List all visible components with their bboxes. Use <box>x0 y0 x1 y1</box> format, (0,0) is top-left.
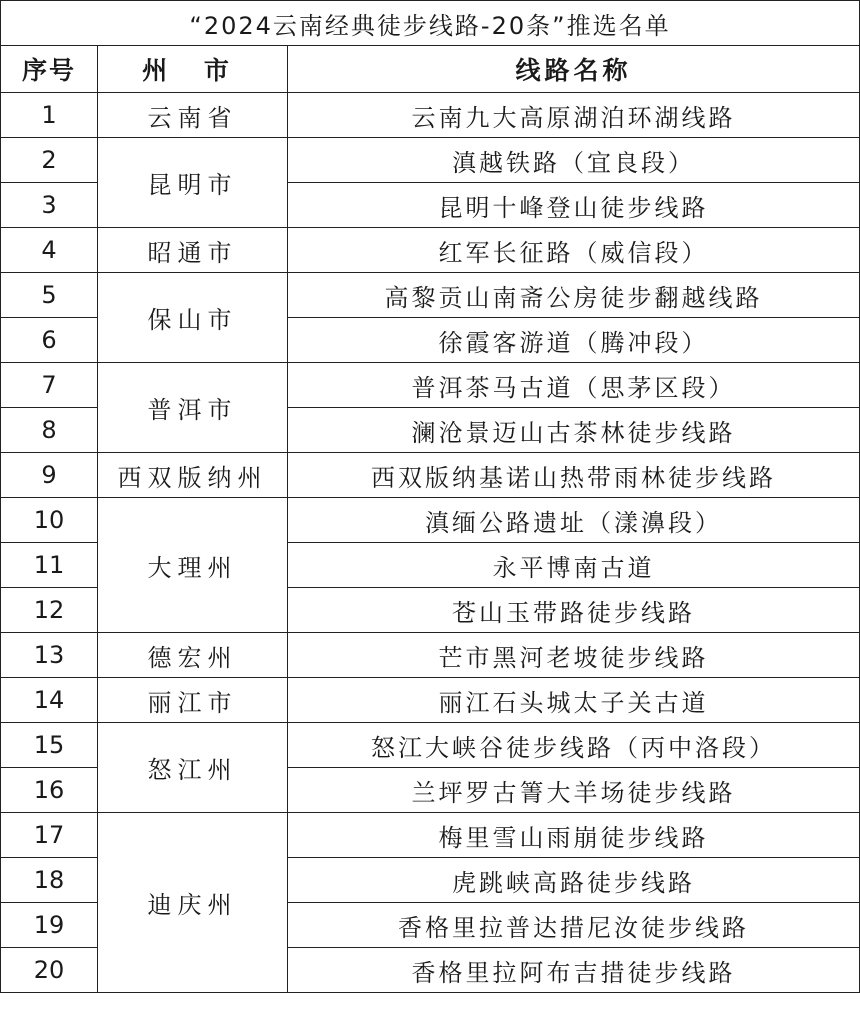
table-row <box>1 273 860 318</box>
row-number: 6 <box>1 318 98 363</box>
route-name-cell: 芒市黑河老坡徒步线路 <box>288 633 860 678</box>
table-row <box>1 633 860 678</box>
row-number: 7 <box>1 363 98 408</box>
row-number: 13 <box>1 633 98 678</box>
route-name-cell: 梅里雪山雨崩徒步线路 <box>288 813 860 858</box>
row-number: 11 <box>1 543 98 588</box>
table-row <box>1 138 860 183</box>
row-number: 18 <box>1 858 98 903</box>
row-number: 10 <box>1 498 98 543</box>
table-title: “2024云南经典徒步线路-20条”推选名单 <box>1 1 860 46</box>
prefecture-cell: 保山市 <box>98 273 288 363</box>
route-name-cell: 徐霞客游道（腾冲段） <box>288 318 860 363</box>
prefecture-cell: 迪庆州 <box>98 813 288 993</box>
table-row <box>1 813 860 858</box>
prefecture-cell: 普洱市 <box>98 363 288 453</box>
row-number: 9 <box>1 453 98 498</box>
header-prefecture: 州 市 <box>98 46 288 93</box>
route-name-cell: 兰坪罗古箐大羊场徒步线路 <box>288 768 860 813</box>
row-number: 4 <box>1 228 98 273</box>
header-route: 线路名称 <box>288 46 860 93</box>
row-number: 17 <box>1 813 98 858</box>
row-number: 8 <box>1 408 98 453</box>
route-name-cell: 云南九大高原湖泊环湖线路 <box>288 93 860 138</box>
row-number: 16 <box>1 768 98 813</box>
table-body <box>1 93 860 993</box>
table-row <box>1 363 860 408</box>
prefecture-cell: 怒江州 <box>98 723 288 813</box>
table-row <box>1 453 860 498</box>
row-number: 15 <box>1 723 98 768</box>
route-name-cell: 香格里拉普达措尼汝徒步线路 <box>288 903 860 948</box>
route-name-cell: 普洱茶马古道（思茅区段） <box>288 363 860 408</box>
row-number: 2 <box>1 138 98 183</box>
route-name-cell: 滇越铁路（宜良段） <box>288 138 860 183</box>
row-number: 14 <box>1 678 98 723</box>
route-name-cell: 高黎贡山南斋公房徒步翻越线路 <box>288 273 860 318</box>
header-row <box>1 46 860 93</box>
route-name-cell: 西双版纳基诺山热带雨林徒步线路 <box>288 453 860 498</box>
table-row <box>1 228 860 273</box>
prefecture-cell: 昆明市 <box>98 138 288 228</box>
title-row <box>1 1 860 46</box>
route-name-cell: 红军长征路（威信段） <box>288 228 860 273</box>
route-name-cell: 滇缅公路遗址（漾濞段） <box>288 498 860 543</box>
row-number: 20 <box>1 948 98 993</box>
prefecture-cell: 西双版纳州 <box>98 453 288 498</box>
prefecture-cell: 丽江市 <box>98 678 288 723</box>
table-row <box>1 498 860 543</box>
table-row <box>1 723 860 768</box>
row-number: 12 <box>1 588 98 633</box>
route-name-cell: 怒江大峡谷徒步线路（丙中洛段） <box>288 723 860 768</box>
header-no: 序号 <box>1 46 98 93</box>
prefecture-cell: 云南省 <box>98 93 288 138</box>
route-name-cell: 香格里拉阿布吉措徒步线路 <box>288 948 860 993</box>
row-number: 1 <box>1 93 98 138</box>
route-name-cell: 苍山玉带路徒步线路 <box>288 588 860 633</box>
route-name-cell: 昆明十峰登山徒步线路 <box>288 183 860 228</box>
route-name-cell: 虎跳峡高路徒步线路 <box>288 858 860 903</box>
route-name-cell: 丽江石头城太子关古道 <box>288 678 860 723</box>
prefecture-cell: 大理州 <box>98 498 288 633</box>
table-row <box>1 678 860 723</box>
table-row <box>1 93 860 138</box>
route-name-cell: 永平博南古道 <box>288 543 860 588</box>
row-number: 19 <box>1 903 98 948</box>
row-number: 5 <box>1 273 98 318</box>
row-number: 3 <box>1 183 98 228</box>
prefecture-cell: 昭通市 <box>98 228 288 273</box>
prefecture-cell: 德宏州 <box>98 633 288 678</box>
route-name-cell: 澜沧景迈山古茶林徒步线路 <box>288 408 860 453</box>
